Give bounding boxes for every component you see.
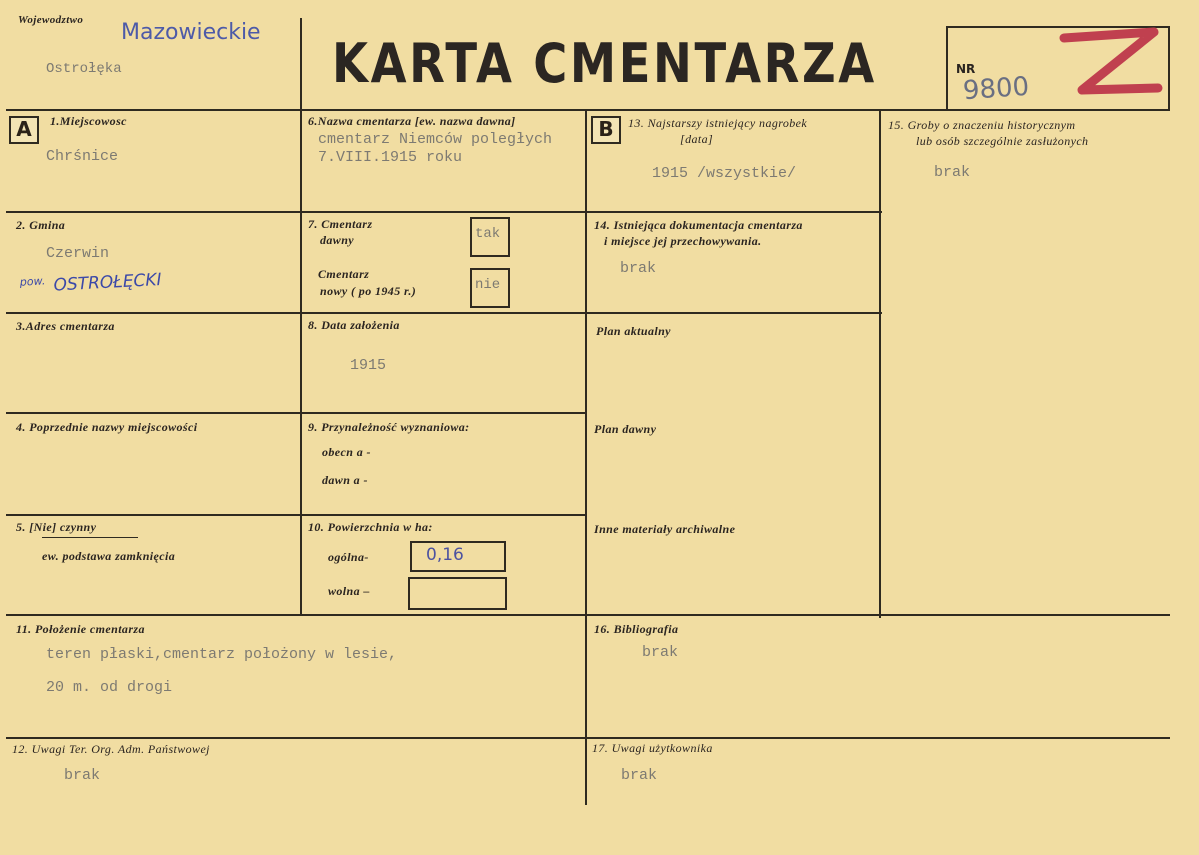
divider [6, 737, 1170, 739]
nr-label: NR [956, 62, 976, 76]
field-5-label: 5. [Nie] czynny [16, 520, 97, 534]
plan-current-label: Plan aktualny [596, 324, 671, 338]
divider [585, 110, 587, 805]
field-6-value-2: 7.VIII.1915 roku [318, 149, 463, 166]
field-10-label: 10. Powierzchnia w ha: [308, 520, 433, 534]
county-prefix: pow. [19, 274, 46, 289]
divider [6, 614, 1170, 616]
field-2-label: 2. Gmina [16, 218, 66, 232]
field-17-value: brak [621, 767, 658, 784]
voivodeship-stamp: Mazowieckie [121, 20, 261, 45]
section-b-letter: B [591, 116, 621, 144]
section-a-letter: A [9, 116, 39, 144]
field-11-value-2: 20 m. od drogi [46, 679, 173, 696]
denomination-current: obecn a - [322, 445, 371, 459]
field-11-value-1: teren płaski,cmentarz położony w lesie, [46, 646, 398, 663]
field-6-label: 6.Nazwa cmentarza [ew. nazwa dawna] [308, 114, 516, 128]
sub-region: Ostrołęka [46, 61, 122, 77]
field-11-label: 11. Położenie cmentarza [16, 622, 145, 636]
divider [6, 412, 586, 414]
plan-old-label: Plan dawny [594, 422, 657, 436]
field-3-label: 3.Adres cmentarza [16, 319, 115, 333]
old-cemetery-value: tak [475, 226, 501, 242]
field-1-label: 1.Miejscowosc [50, 114, 127, 128]
divider [300, 18, 302, 614]
field-15-label-2: lub osób szczególnie zasłużonych [916, 134, 1089, 148]
field-13-value: 1915 /wszystkie/ [652, 165, 797, 182]
area-free-label: wolna – [328, 584, 370, 598]
divider [6, 109, 1170, 111]
field-9-label: 9. Przynależność wyznaniowa: [308, 420, 470, 434]
field-8-value: 1915 [350, 357, 387, 374]
field-13-label: 13. Najstarszy istniejący nagrobek [628, 116, 808, 130]
field-8-label: 8. Data założenia [308, 318, 400, 332]
category-mark-z [1054, 24, 1164, 106]
field-6-value-1: cmentarz Niemców poległych [318, 131, 553, 148]
old-cemetery-box [470, 217, 510, 257]
field-17-label: 17. Uwagi użytkownika [592, 741, 713, 755]
field-16-value: brak [642, 644, 679, 661]
new-cemetery-label: Cmentarz [318, 267, 370, 281]
area-total-label: ogólna- [328, 550, 369, 564]
new-cemetery-sublabel: nowy ( po 1945 r.) [320, 284, 417, 298]
new-cemetery-box [470, 268, 510, 308]
field-13-sublabel: [data] [680, 132, 714, 146]
field-4-label: 4. Poprzednie nazwy miejscowości [16, 420, 198, 434]
field-16-label: 16. Bibliografia [594, 622, 679, 636]
field-14-label-2: i miejsce jej przechowywania. [604, 234, 762, 248]
field-2-value: Czerwin [46, 245, 110, 262]
field-7-sublabel: dawny [320, 233, 355, 247]
area-free-box [408, 577, 507, 610]
field-12-label: 12. Uwagi Ter. Org. Adm. Państwowej [12, 742, 210, 756]
field-14-label: 14. Istniejąca dokumentacja cmentarza [594, 218, 803, 232]
field-15-value: brak [934, 164, 971, 181]
new-cemetery-value: nie [475, 277, 501, 293]
divider [879, 110, 881, 618]
denomination-former: dawn a - [322, 473, 368, 487]
divider [946, 26, 948, 110]
field-12-value: brak [64, 767, 101, 784]
voivodeship-label: Wojewodztwo [18, 14, 84, 26]
county-handwritten [20, 268, 163, 297]
divider [6, 514, 586, 516]
divider [6, 211, 882, 213]
field-7-label: 7. Cmentarz [308, 217, 373, 231]
field-5-sublabel: ew. podstawa zamknięcia [42, 549, 176, 563]
county-name: OSTROŁĘCKI [53, 269, 163, 296]
underline [42, 537, 138, 538]
page-title: KARTA CMENTARZA [332, 32, 877, 95]
field-14-value: brak [620, 260, 657, 277]
area-total-value: 0,16 [426, 545, 464, 565]
field-15-label: 15. Groby o znaczeniu historycznym [888, 118, 1076, 132]
nr-value: 9800 [962, 71, 1031, 107]
area-total-box [410, 541, 506, 572]
field-1-value: Chrśnice [46, 148, 119, 165]
divider [1168, 26, 1170, 110]
divider [6, 312, 882, 314]
other-archive-label: Inne materiały archiwalne [594, 522, 736, 536]
